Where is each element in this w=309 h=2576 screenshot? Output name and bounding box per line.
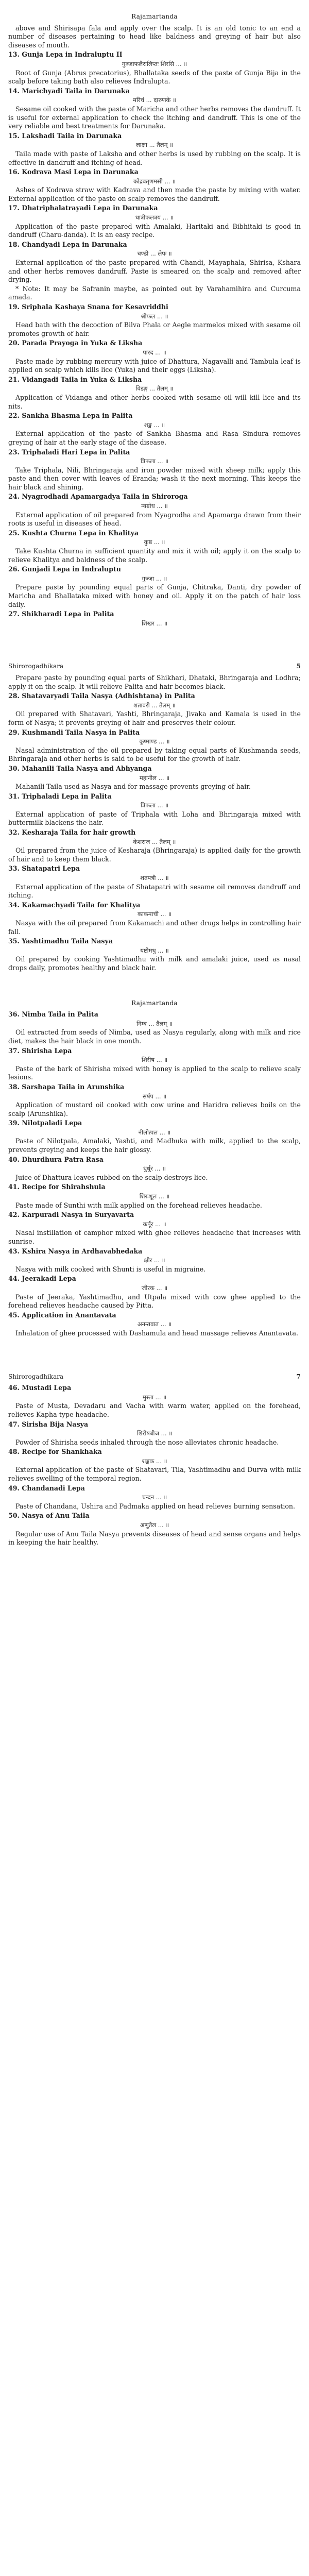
- recipe-title: 22. Sankha Bhasma Lepa in Palita: [8, 412, 133, 420]
- paragraph: Application of mustard oil cooked with cow urine and Haridra relieves boils on the scalp (Arunshika).: [8, 1101, 301, 1117]
- recipe-title: 41. Recipe for Shirahshula: [8, 1183, 106, 1191]
- recipe-title: 35. Yashtimadhu Taila Nasya: [8, 937, 113, 945]
- recipe-title: 26. Gunjadi Lepa in Indraluptu: [8, 565, 121, 573]
- sanskrit-verse: काकमाची ... ॥: [138, 910, 171, 918]
- running-head: Shirorogadhikara: [8, 1372, 64, 1380]
- recipe-title: 24. Nyagrodhadi Apamargadya Taila in Shiroroga: [8, 493, 188, 501]
- paragraph: Application of Vidanga and other herbs cooked with sesame oil will kill lice and its nits.: [8, 393, 301, 410]
- paragraph: * Note: It may be Safranin maybe, as pointed out by Varahamihira and Curcuma amada.: [8, 284, 301, 301]
- paragraph: Nasal instillation of camphor mixed with ghee relieves headache that increases with sunrise.: [8, 1229, 301, 1245]
- sanskrit-verse: शिरीषबीज ... ॥: [136, 1430, 173, 1437]
- recipe-title: 46. Mustadi Lepa: [8, 1384, 72, 1392]
- sanskrit-verse: धुर्धूर ... ॥: [143, 1165, 166, 1173]
- paragraph: External application of oil prepared from Nyagrodha and Apamarga drawn from their roots is useful in diseases of head.: [8, 511, 301, 528]
- recipe-title: 28. Shatavaryadi Taila Nasya (Adhishtana) in Palita: [8, 692, 195, 700]
- sanskrit-verse: श्रीफल ... ॥: [141, 312, 168, 320]
- paragraph: Take Triphala, Nili, Bhringaraja and iron powder mixed with sheep milk; apply this paste and then cover with leaves of Eranda; wash it the next morning. This keeps the hair black and shining.: [8, 466, 301, 491]
- sanskrit-verse: कुष्ठ ... ॥: [144, 538, 165, 546]
- recipe-title: 42. Karpuradi Nasya in Suryavarta: [8, 1211, 134, 1219]
- recipe-title: 31. Triphaladi Lepa in Palita: [8, 792, 112, 800]
- paragraph: Paste made of Sunthi with milk applied on the forehead relieves headache.: [15, 1201, 262, 1209]
- page-break: [8, 973, 301, 994]
- page-header-line: [8, 662, 301, 671]
- sanskrit-verse: मुस्ता ... ॥: [142, 1393, 167, 1401]
- sanskrit-verse: शिरःशूल ... ॥: [139, 1193, 170, 1200]
- sanskrit-verse: चन्दन ... ॥: [142, 1494, 167, 1501]
- sanskrit-verse: शङ्खक ... ॥: [142, 1457, 167, 1465]
- paragraph: Taila made with paste of Laksha and other herbs is used by rubbing on the scalp. It is effective in dandruff and itching of head.: [8, 149, 301, 166]
- paragraph: Nasya with milk cooked with Shunti is useful in migraine.: [15, 1265, 206, 1273]
- recipe-title: 27. Shikharadi Lepa in Palita: [8, 610, 114, 618]
- running-head: Rajamartanda: [131, 13, 178, 20]
- sanskrit-verse: विडङ्ग ... तैलम् ॥: [135, 385, 174, 393]
- paragraph: Paste of Jeeraka, Yashtimadhu, and Utpala mixed with cow ghee applied to the forehead relieves headache caused by Pitta.: [8, 1293, 301, 1310]
- recipe-title: 49. Chandanadi Lepa: [8, 1484, 85, 1492]
- sanskrit-verse: कर्पूर ... ॥: [143, 1220, 166, 1228]
- recipe-title: 43. Kshira Nasya in Ardhavabhedaka: [8, 1247, 143, 1255]
- paragraph: External application of paste of Triphala with Loha and Bhringaraja mixed with buttermilk blackens the hair.: [8, 810, 301, 827]
- recipe-title: 21. Vidangadi Taila in Yuka & Liksha: [8, 375, 142, 383]
- recipe-title: 44. Jeerakadi Lepa: [8, 1275, 76, 1283]
- paragraph: Mahanili Taila used as Nasya and for massage prevents greying of hair.: [15, 783, 251, 791]
- page-break: [8, 1338, 301, 1359]
- paragraph: External application of the paste of Shatavari, Tila, Yashtimadhu and Durva with milk relieves swelling of the temporal region.: [8, 1466, 301, 1483]
- recipe-title: 37. Shirisha Lepa: [8, 1046, 72, 1055]
- sanskrit-verse: गुञ्जा ... ॥: [142, 574, 167, 582]
- paragraph: Paste of Nilotpala, Amalaki, Yashti, and Madhuka with milk, applied to the scalp, prevents greying and keeps the hair glossy.: [8, 1137, 301, 1154]
- recipe-title: 38. Sarshapa Taila in Arunshika: [8, 1082, 125, 1091]
- paragraph: Oil prepared with Shatavari, Yashti, Bhringaraja, Jivaka and Kamala is used in the form of Nasya; it prevents greying of hair and preserves their colour.: [8, 710, 301, 726]
- page-number: 5: [296, 663, 301, 670]
- recipe-title: 14. Marichyadi Taila in Darunaka: [8, 87, 130, 95]
- paragraph: Nasal administration of the oil prepared by taking equal parts of Kushmanda seeds, Bhringaraja and other herbs is said to be useful for the growth of hair.: [8, 746, 301, 763]
- paragraph: Regular use of Anu Taila Nasya prevents diseases of head and sense organs and helps in keeping the hair healthy.: [8, 1530, 301, 1547]
- recipe-title: 39. Nilotpaladi Lepa: [8, 1119, 82, 1127]
- recipe-title: 32. Kesharaja Taila for hair growth: [8, 828, 136, 837]
- recipe-title: 15. Lakshadi Taila in Darunaka: [8, 131, 122, 140]
- sanskrit-verse: शङ्ख ... ॥: [144, 421, 165, 429]
- paragraph: Root of Gunja (Abrus precatorius), Bhallataka seeds of the paste of Gunja Bija in the scalp before taking bath also relieves Indralupta.: [8, 69, 301, 86]
- paragraph: Paste of Musta, Devadaru and Vacha with warm water, applied on the forehead, relieves Kapha-type headache.: [8, 1402, 301, 1418]
- paragraph: Paste of Chandana, Ushira and Padmaka applied on head relieves burning sensation.: [15, 1502, 296, 1510]
- recipe-title: 48. Recipe for Shankhaka: [8, 1448, 102, 1456]
- sanskrit-verse: कोद्रवतृणमसी ... ॥: [133, 177, 176, 185]
- sanskrit-verse: धात्रीफलत्रय ... ॥: [135, 214, 174, 222]
- recipe-title: 19. Sriphala Kashaya Snana for Kesavriddhi: [8, 303, 168, 311]
- paragraph: External application of the paste of Shatapatri with sesame oil removes dandruff and itching.: [8, 883, 301, 900]
- sanskrit-verse: यष्टीमधु ... ॥: [140, 946, 169, 954]
- paragraph: Inhalation of ghee processed with Dashamula and head massage relieves Anantavata.: [15, 1329, 299, 1337]
- paragraph: Nasya with the oil prepared from Kakamachi and other drugs helps in controlling hair fall.: [8, 919, 301, 936]
- paragraph: Prepare paste by pounding equal parts of Gunja, Chitraka, Danti, dry powder of Maricha and Bhallataka mixed with honey and oil. Apply it on the patch of hair loss daily.: [8, 583, 301, 608]
- paragraph: External application of the paste prepared with Chandi, Mayaphala, Shirisa, Kshara and other herbs removes dandruff. Paste is smeared on the scalp and removed after drying.: [8, 259, 301, 284]
- recipe-title: 40. Dhurdhura Patra Rasa: [8, 1155, 104, 1163]
- sanskrit-verse: शिखर ... ॥: [141, 619, 168, 627]
- recipe-title: 29. Kushmandi Taila Nasya in Palita: [8, 728, 140, 736]
- recipe-title: 30. Mahanili Taila Nasya and Abhyanga: [8, 764, 152, 772]
- sanskrit-verse: शतावरी ... तैलम् ॥: [133, 701, 176, 709]
- sanskrit-verse: मरिचं ... दारुणके ॥: [133, 96, 176, 104]
- recipe-title: 33. Shatapatri Lepa: [8, 865, 80, 873]
- sanskrit-verse: गुञ्जाफलैरालिप्तः शिरसि ... ॥: [122, 60, 187, 67]
- sanskrit-verse: चण्डी ... लेपः ॥: [137, 250, 172, 258]
- sanskrit-verse: अणुतैल ... ॥: [140, 1521, 169, 1529]
- sanskrit-verse: महानील ... ॥: [139, 774, 170, 782]
- paragraph: Juice of Dhattura leaves rubbed on the scalp destroys lice.: [15, 1173, 208, 1181]
- paragraph: Oil extracted from seeds of Nimba, used as Nasya regularly, along with milk and rice diet, makes the hair black in one month.: [8, 1028, 301, 1045]
- sanskrit-verse: न्यग्रोध ... ॥: [141, 502, 168, 510]
- recipe-title: 16. Kodrava Masi Lepa in Darunaka: [8, 168, 139, 176]
- sanskrit-verse: केशराज ... तैलम् ॥: [133, 838, 176, 845]
- paragraph: Paste of the bark of Shirisha mixed with honey is applied to the scalp to relieve scaly lesions.: [8, 1064, 301, 1081]
- recipe-title: 50. Nasya of Anu Taila: [8, 1512, 90, 1520]
- running-head: Shirorogadhikara: [8, 663, 64, 670]
- recipe-title: 36. Nimba Taila in Palita: [8, 1010, 98, 1019]
- recipe-title: 47. Sirisha Bija Nasya: [8, 1420, 89, 1428]
- sanskrit-verse: पारद ... ॥: [143, 348, 166, 356]
- sanskrit-verse: शिरीष ... ॥: [141, 1056, 168, 1064]
- recipe-title: 20. Parada Prayoga in Yuka & Liksha: [8, 339, 143, 347]
- page-header-line: [8, 1372, 301, 1381]
- sanskrit-verse: अनन्तवात ... ॥: [137, 1320, 172, 1328]
- recipe-title: 45. Application in Anantavata: [8, 1311, 116, 1319]
- sanskrit-verse: निम्ब ... तैलम् ॥: [136, 1020, 173, 1027]
- paragraph: Powder of Shirisha seeds inhaled through the nose alleviates chronic headache.: [15, 1438, 279, 1446]
- recipe-title: 18. Chandyadi Lepa in Darunaka: [8, 240, 127, 248]
- paragraph: Take Kushta Churna in sufficient quantity and mix it with oil; apply it on the scalp to relieve Khalitya and baldness of the scalp.: [8, 547, 301, 564]
- paragraph: Sesame oil cooked with the paste of Maricha and other herbs removes the dandruff. It is useful for external application to check the itching and dandruff. This is one of the very reliable and best treatments for Darunaka.: [8, 105, 301, 130]
- paragraph: above and Shirisapa fala and apply over the scalp. It is an old tonic to an end a number of diseases pertaining to head like baldness and greying of hair but also diseases of mouth.: [8, 24, 301, 49]
- sanskrit-verse: शतपत्री ... ॥: [140, 874, 169, 882]
- recipe-title: 25. Kushta Churna Lepa in Khalitya: [8, 529, 139, 537]
- recipe-title: 34. Kakamachyadi Taila for Khalitya: [8, 901, 141, 909]
- page-break: [8, 628, 301, 649]
- sanskrit-verse: सर्षप ... ॥: [142, 1092, 167, 1100]
- sanskrit-verse: क्षीर ... ॥: [144, 1257, 165, 1264]
- paragraph: External application of the paste of Sankha Bhasma and Rasa Sindura removes greying of hair at the early stage of the disease.: [8, 430, 301, 446]
- paragraph: Oil prepared from the juice of Kesharaja (Bhringaraja) is applied daily for the growth of hair and to keep them black.: [8, 846, 301, 863]
- sanskrit-verse: त्रिफला ... ॥: [140, 802, 169, 809]
- sanskrit-verse: जीरक ... ॥: [141, 1284, 168, 1292]
- paragraph: Head bath with the decoction of Bilva Phala or Aegle marmelos mixed with sesame oil promotes growth of hair.: [8, 321, 301, 337]
- paragraph: Oil prepared by cooking Yashtimadhu with milk and amalaki juice, used as nasal drops daily, promotes healthy and black hair.: [8, 955, 301, 972]
- recipe-title: 13. Gunja Lepa in Indraluptu II: [8, 50, 123, 59]
- page-number: 7: [296, 1372, 301, 1380]
- sanskrit-verse: कूष्माण्ड ... ॥: [139, 738, 170, 745]
- paragraph: Paste made by rubbing mercury with juice of Dhattura, Nagavalli and Tambula leaf is applied on scalp which kills lice (Yuka) and their eggs (Liksha).: [8, 357, 301, 374]
- recipe-title: 17. Dhatriphalatrayadi Lepa in Darunaka: [8, 204, 158, 212]
- paragraph: Ashes of Kodrava straw with Kadrava and then made the paste by mixing with water. External application of the paste on scalp removes the dandruff.: [8, 186, 301, 202]
- running-head: Rajamartanda: [131, 999, 178, 1007]
- sanskrit-verse: लाक्षा ... तैलम् ॥: [135, 141, 174, 149]
- sanskrit-verse: त्रिफला ... ॥: [140, 457, 169, 465]
- paragraph: Application of the paste prepared with Amalaki, Haritaki and Bibhitaki is good in dandruff (Charu-danda). It is an easy recipe.: [8, 222, 301, 239]
- recipe-title: 23. Triphaladi Hari Lepa in Palita: [8, 448, 130, 456]
- sanskrit-verse: नीलोत्पल ... ॥: [138, 1128, 171, 1136]
- paragraph: Prepare paste by pounding equal parts of Shikhari, Dhataki, Bhringaraja and Lodhra; apply it on the scalp. It will relieve Palita and hair becomes black.: [8, 673, 301, 690]
